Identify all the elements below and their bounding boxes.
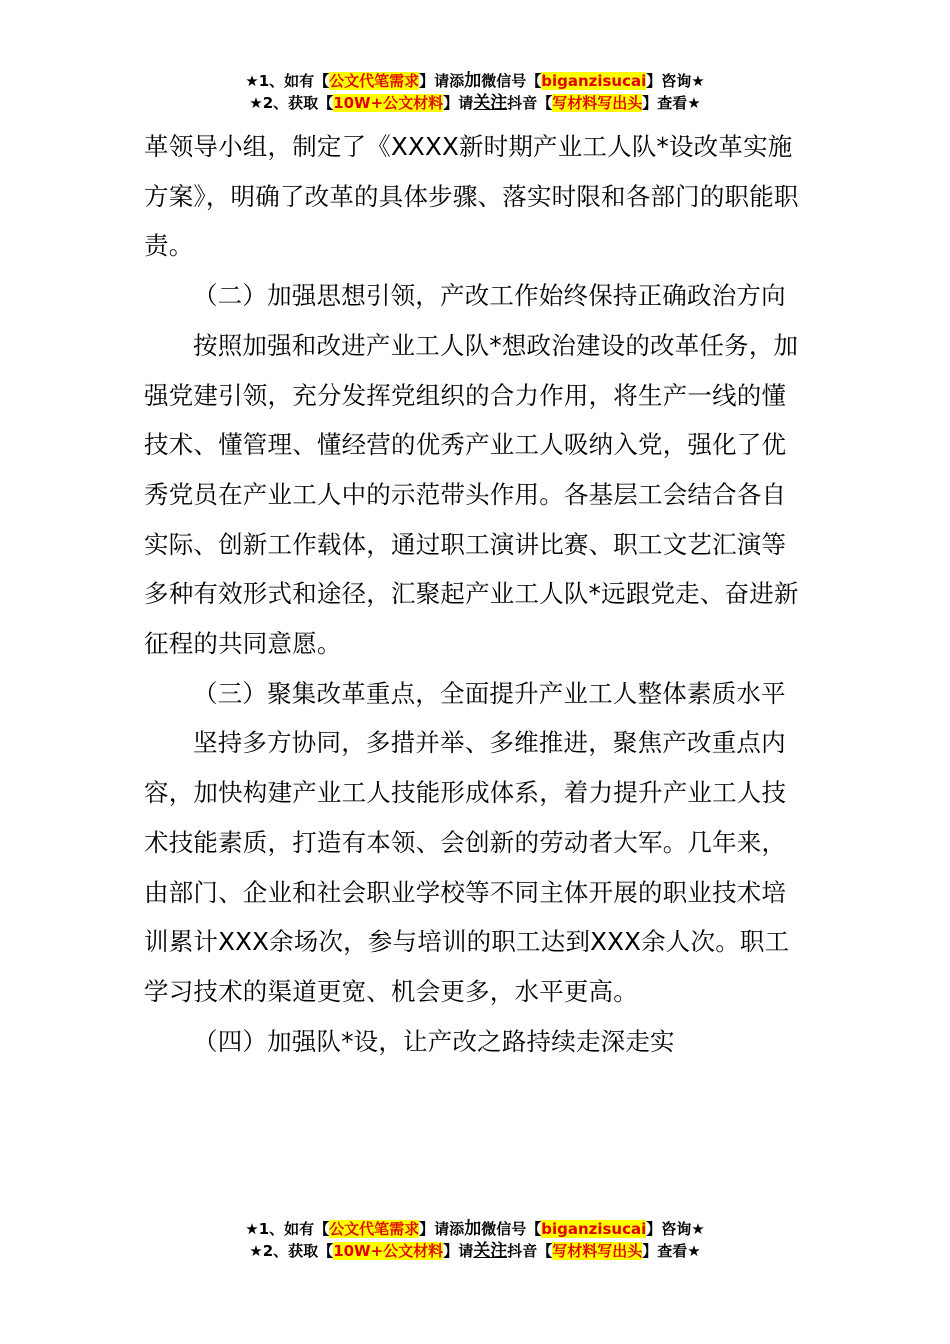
banner-text: 】咨询★ [646, 72, 705, 90]
banner-line-2 [0, 92, 950, 114]
highlight-wechat-id: biganzisucai [541, 1220, 647, 1238]
banner-text: 】请添 [419, 1220, 465, 1238]
highlight-materials: 10W+公文材料 [333, 1242, 444, 1260]
banner-line-1 [0, 1218, 950, 1240]
banner-text: ★2、获取【 [249, 1242, 334, 1260]
paragraph-2: 按照加强和改进产业工人队*想政治建设的改革任务，加强党建引领，充分发挥党组织的合力作用，将生产一线的懂技术、懂管理、懂经营的优秀产业工人吸纳入党，强化了优秀党员在产业工人中的示范带头作用。各基层工会结合各自实际、创新工作载体，通过职工演讲比赛、职工文艺汇演等多种有效形式和途径，汇聚起产业工人队*远跟党走、奋进新征程的共同意愿。 [144, 330, 799, 659]
banner-line-2 [0, 1240, 950, 1262]
document-body [144, 122, 806, 1066]
banner-text: ★1、如有【 [245, 1220, 330, 1238]
banner-text: 】查看★ [642, 1242, 701, 1260]
banner-text: 】请 [443, 1242, 474, 1260]
banner-text: 加 [464, 71, 482, 91]
banner-text-underlined: 关注 [473, 1241, 508, 1261]
banner-text-underlined: 关注 [473, 93, 508, 113]
banner-text: 】查看★ [642, 94, 701, 112]
paragraph-continuation: 革领导小组，制定了《XXXX新时期产业工人队*设改革实施方案》，明确了改革的具体步骤、落实时限和各部门的职能职责。 [144, 132, 799, 261]
highlight-materials: 10W+公文材料 [333, 94, 444, 112]
banner-text: 加 [464, 1219, 482, 1239]
footer-banner [0, 1218, 950, 1262]
banner-text: 抖音【 [507, 1242, 553, 1260]
highlight-douyin-account: 写材料写出头 [552, 1242, 643, 1260]
banner-text: 微信号【 [481, 72, 542, 90]
banner-text: 】咨询★ [646, 1220, 705, 1238]
section-heading-2: （二）加强思想引领，产改工作始终保持正确政治方向 [193, 281, 786, 311]
banner-line-1 [0, 70, 950, 92]
banner-text: ★2、获取【 [249, 94, 334, 112]
highlight-wechat-id: biganzisucai [541, 72, 647, 90]
highlight-douyin-account: 写材料写出头 [552, 94, 643, 112]
banner-text: 】请 [443, 94, 474, 112]
header-banner [0, 70, 950, 114]
section-heading-3: （三）聚集改革重点，全面提升产业工人整体素质水平 [193, 678, 786, 708]
section-heading-4: （四）加强队*设，让产改之路持续走深走实 [193, 1026, 675, 1056]
paragraph-3: 坚持多方协同，多措并举、多维推进，聚焦产改重点内容，加快构建产业工人技能形成体系，着力提升产业工人技术技能素质，打造有本领、会创新的劳动者大军。几年来，由部门、企业和社会职业学校等不同主体开展的职业技术培训累计XXX余场次，参与培训的职工达到XXX余人次。职工学习技术的渠道更宽、机会更多，水平更高。 [144, 728, 790, 1006]
highlight-service: 公文代笔需求 [329, 1220, 420, 1238]
banner-text: 】请添 [419, 72, 465, 90]
banner-text: 抖音【 [507, 94, 553, 112]
highlight-service: 公文代笔需求 [329, 72, 420, 90]
banner-text: ★1、如有【 [245, 72, 330, 90]
banner-text: 微信号【 [481, 1220, 542, 1238]
